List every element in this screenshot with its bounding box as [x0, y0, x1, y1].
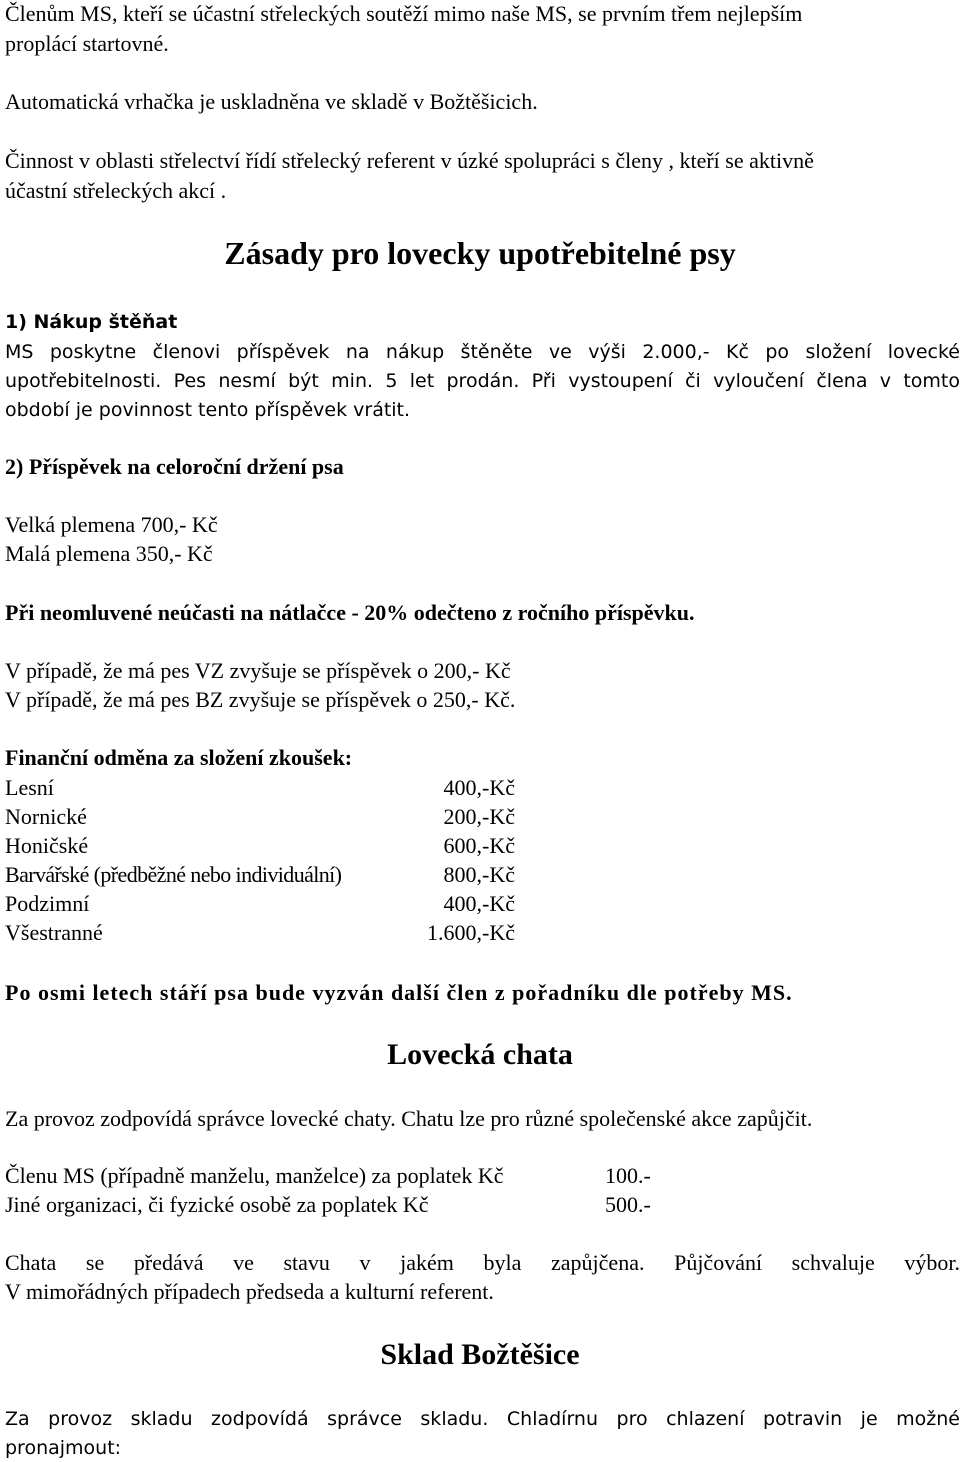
- chata-line: Chata se předává ve stavu v jakém byla zapůjčena. Půjčování schvaluje výbor.: [5, 1250, 960, 1275]
- exam-value: 400,-Kč: [443, 775, 515, 800]
- chata-fee-value: 500.-: [605, 1192, 651, 1217]
- exam-value: 400,-Kč: [443, 891, 515, 916]
- exam-value: 800,-Kč: [443, 862, 515, 887]
- section1-line: období je povinnost tento příspěvek vrátit.: [5, 399, 411, 421]
- exams-title: Finanční odměna za složení zkoušek:: [5, 745, 353, 770]
- chata-line: Za provoz zodpovídá správce lovecké chaty. Chatu lze pro různé společenské akce zapůjčit.: [5, 1106, 813, 1131]
- section1-line: MS poskytne členovi příspěvek na nákup štěněte ve výši 2.000,- Kč po složení lovecké: [5, 341, 960, 363]
- fee-large: Velká plemena 700,- Kč: [5, 512, 218, 537]
- bz-note: V případě, že má pes BZ zvyšuje se příspěvek o 250,- Kč.: [5, 687, 516, 712]
- fee-small: Malá plemena 350,- Kč: [5, 541, 213, 566]
- chata-line: V mimořádných případech předseda a kulturní referent.: [5, 1279, 494, 1304]
- intro-line: proplácí startovné.: [5, 31, 169, 56]
- exam-label: Podzimní: [5, 891, 90, 916]
- exam-label: Nornické: [5, 804, 87, 829]
- sklad-line: Za provoz skladu zodpovídá správce skladu. Chladírnu pro chlazení potravin je možné: [5, 1408, 960, 1430]
- vz-note: V případě, že má pes VZ zvyšuje se příspěvek o 200,- Kč: [5, 658, 511, 683]
- intro-line: účastní střeleckých akcí .: [5, 178, 227, 203]
- intro-line: Činnost v oblasti střelectví řídí střelecký referent v úzké spolupráci s členy , kteří se aktivně: [5, 148, 814, 173]
- exam-value: 200,-Kč: [443, 804, 515, 829]
- exam-value: 1.600,-Kč: [427, 920, 515, 945]
- age-note: Po osmi letech stáří psa bude vyzván další člen z pořadníku dle potřeby MS.: [5, 980, 793, 1005]
- intro-line: Automatická vrhačka je uskladněna ve skladě v Božtěšicich.: [5, 89, 538, 114]
- heading-sklad: Sklad Božtěšice: [380, 1338, 580, 1371]
- penalty-note: Při neomluvené neúčasti na nátlačce - 20% odečteno z ročního příspěvku.: [5, 600, 695, 625]
- exam-label: Barvářské (předběžné nebo individuální): [5, 862, 342, 887]
- section2-title: 2) Příspěvek na celoroční držení psa: [5, 454, 344, 479]
- sklad-line: pronajmout:: [5, 1437, 122, 1459]
- exam-label: Lesní: [5, 775, 54, 800]
- heading-chata: Lovecká chata: [387, 1038, 573, 1071]
- heading-dogs: Zásady pro lovecky upotřebitelné psy: [224, 235, 736, 271]
- exam-label: Všestranné: [5, 920, 103, 945]
- exam-label: Honičské: [5, 833, 89, 858]
- chata-fee-value: 100.-: [605, 1163, 651, 1188]
- section1-title: 1) Nákup štěňat: [5, 311, 178, 333]
- chata-fee-label: Jiné organizaci, či fyzické osobě za poplatek Kč: [5, 1192, 429, 1217]
- intro-line: Členům MS, kteří se účastní střeleckých soutěží mimo naše MS, se prvním třem nejlepším: [5, 1, 803, 26]
- section1-line: upotřebitelnosti. Pes nesmí být min. 5 let prodán. Při vystoupení či vyloučení člena v tomto: [5, 370, 960, 392]
- exam-value: 600,-Kč: [443, 833, 515, 858]
- chata-fee-label: Členu MS (případně manželu, manželce) za poplatek Kč: [5, 1163, 504, 1188]
